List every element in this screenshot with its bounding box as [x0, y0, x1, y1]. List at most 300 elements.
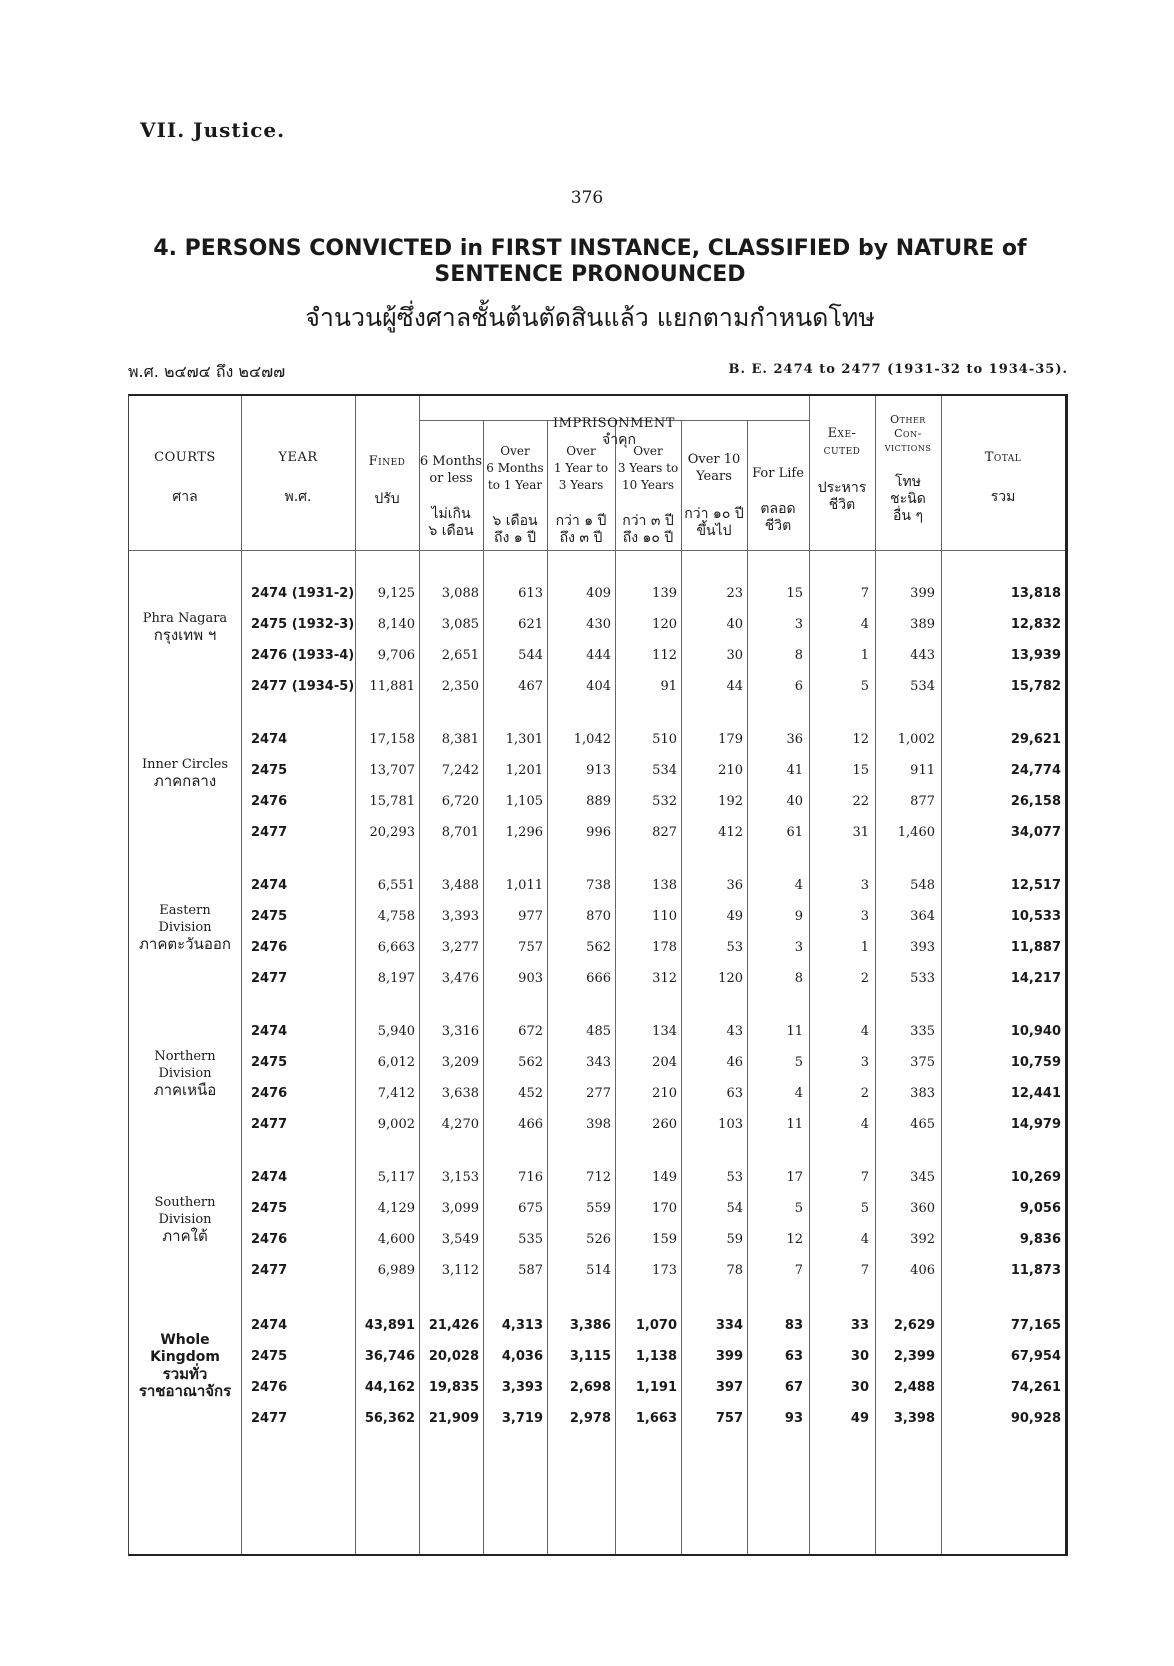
total-cell: 12,832 [1010, 617, 1061, 632]
value-cell: 1,663 [635, 1411, 677, 1426]
value-cell: 46 [726, 1055, 743, 1070]
value-cell: 587 [518, 1263, 543, 1278]
value-cell: 5 [860, 1201, 869, 1216]
header-total: Total รวม [984, 450, 1022, 505]
value-cell: 383 [910, 1086, 935, 1101]
value-cell: 15 [852, 763, 869, 778]
total-cell: 77,165 [1010, 1318, 1061, 1333]
year-cell: 2475 [251, 909, 288, 924]
value-cell: 33 [850, 1318, 869, 1333]
value-cell: 4 [860, 1117, 869, 1132]
value-cell: 4 [860, 1232, 869, 1247]
value-cell: 5 [860, 679, 869, 694]
value-cell: 139 [652, 586, 677, 601]
value-cell: 21,426 [428, 1318, 479, 1333]
value-cell: 91 [660, 679, 677, 694]
header-for-life: For Life ตลอด ชีวิต [752, 466, 804, 534]
total-cell: 74,261 [1010, 1380, 1061, 1395]
value-cell: 2 [860, 1086, 869, 1101]
value-cell: 2,399 [893, 1349, 935, 1364]
total-cell: 9,056 [1019, 1201, 1061, 1216]
value-cell: 827 [652, 825, 677, 840]
value-cell: 343 [586, 1055, 611, 1070]
value-cell: 4,758 [377, 909, 415, 924]
court-name-english: Inner Circles [141, 757, 229, 772]
table-title-thai: จำนวนผู้ซึ่งศาลชั้นต้นตัดสินแล้ว แยกตามกำหนดโทษ [305, 303, 875, 332]
total-cell: 10,533 [1010, 909, 1061, 924]
value-cell: 277 [586, 1086, 611, 1101]
value-cell: 4,600 [377, 1232, 415, 1247]
value-cell: 134 [652, 1024, 677, 1039]
value-cell: 465 [910, 1117, 935, 1132]
value-cell: 6,012 [377, 1055, 415, 1070]
value-cell: 11,881 [369, 679, 415, 694]
total-cell: 67,954 [1010, 1349, 1061, 1364]
value-cell: 1,191 [635, 1380, 677, 1395]
value-cell: 548 [910, 878, 935, 893]
value-cell: 36,746 [364, 1349, 415, 1364]
value-cell: 11 [786, 1117, 803, 1132]
total-cell: 24,774 [1010, 763, 1061, 778]
value-cell: 3,316 [441, 1024, 479, 1039]
year-cell: 2475 [251, 763, 288, 778]
total-cell: 12,517 [1010, 878, 1061, 893]
value-cell: 3,488 [441, 878, 479, 893]
value-cell: 43,891 [364, 1318, 415, 1333]
value-cell: 20,293 [369, 825, 415, 840]
value-cell: 712 [586, 1170, 611, 1185]
value-cell: 3,115 [569, 1349, 611, 1364]
value-cell: 533 [910, 971, 935, 986]
value-cell: 3 [860, 878, 869, 893]
value-cell: 1,002 [897, 732, 935, 747]
year-cell: 2476 [251, 794, 288, 809]
court-label [133, 1332, 237, 1400]
value-cell: 398 [586, 1117, 611, 1132]
value-cell: 11 [786, 1024, 803, 1039]
value-cell: 15 [786, 586, 803, 601]
year-cell: 2477 [251, 971, 288, 986]
value-cell: 78 [726, 1263, 743, 1278]
value-cell: 444 [586, 648, 611, 663]
value-cell: 399 [715, 1349, 743, 1364]
value-cell: 23 [726, 586, 743, 601]
court-name-english: Southern Division [154, 1195, 216, 1227]
value-cell: 903 [518, 971, 543, 986]
value-cell: 19,835 [428, 1380, 479, 1395]
value-cell: 399 [910, 586, 935, 601]
value-cell: 44 [726, 679, 743, 694]
value-cell: 40 [726, 617, 743, 632]
value-cell: 535 [518, 1232, 543, 1247]
value-cell: 392 [910, 1232, 935, 1247]
value-cell: 36 [726, 878, 743, 893]
year-cell: 2475 [251, 1201, 288, 1216]
value-cell: 6,663 [377, 940, 415, 955]
value-cell: 53 [726, 940, 743, 955]
value-cell: 913 [586, 763, 611, 778]
value-cell: 675 [518, 1201, 543, 1216]
value-cell: 5 [794, 1201, 803, 1216]
value-cell: 2,488 [893, 1380, 935, 1395]
value-cell: 5,117 [377, 1170, 415, 1185]
total-cell: 26,158 [1010, 794, 1061, 809]
value-cell: 562 [518, 1055, 543, 1070]
year-cell: 2477 [251, 825, 288, 840]
value-cell: 389 [910, 617, 935, 632]
value-cell: 53 [726, 1170, 743, 1185]
court-name-thai: ภาคใต้ [162, 1227, 208, 1245]
value-cell: 3,153 [441, 1170, 479, 1185]
value-cell: 1,201 [505, 763, 543, 778]
value-cell: 41 [786, 763, 803, 778]
value-cell: 149 [652, 1170, 677, 1185]
value-cell: 178 [652, 940, 677, 955]
value-cell: 4 [794, 1086, 803, 1101]
year-cell: 2476 [251, 940, 288, 955]
year-cell: 2477 [251, 1263, 288, 1278]
total-cell: 11,873 [1010, 1263, 1061, 1278]
value-cell: 4,313 [501, 1318, 543, 1333]
value-cell: 334 [715, 1318, 743, 1333]
value-cell: 8 [794, 648, 803, 663]
value-cell: 6,989 [377, 1263, 415, 1278]
value-cell: 467 [518, 679, 543, 694]
year-cell: 2475 [251, 1349, 288, 1364]
value-cell: 3,085 [441, 617, 479, 632]
value-cell: 120 [718, 971, 743, 986]
value-cell: 8,140 [377, 617, 415, 632]
value-cell: 4,129 [377, 1201, 415, 1216]
court-name-english: Northern Division [154, 1049, 216, 1081]
value-cell: 452 [518, 1086, 543, 1101]
value-cell: 12 [852, 732, 869, 747]
value-cell: 49 [726, 909, 743, 924]
value-cell: 3,549 [441, 1232, 479, 1247]
value-cell: 3,277 [441, 940, 479, 955]
header-1-to-3-years: Over 1 Year to 3 Years กว่า ๑ ปี ถึง ๓ ปี [553, 444, 609, 546]
value-cell: 6 [794, 679, 803, 694]
value-cell: 112 [652, 648, 677, 663]
value-cell: 30 [850, 1380, 869, 1395]
value-cell: 1,070 [635, 1318, 677, 1333]
year-cell: 2474 [251, 1318, 288, 1333]
value-cell: 3,112 [441, 1263, 479, 1278]
value-cell: 9,706 [377, 648, 415, 663]
value-cell: 2,629 [893, 1318, 935, 1333]
header-fined: Fined ปรับ [368, 454, 406, 507]
value-cell: 6,551 [377, 878, 415, 893]
value-cell: 430 [586, 617, 611, 632]
court-name-thai: ภาคเหนือ [153, 1081, 217, 1099]
year-cell: 2474 [251, 732, 288, 747]
value-cell: 4 [860, 617, 869, 632]
value-cell: 7 [794, 1263, 803, 1278]
total-cell: 34,077 [1010, 825, 1061, 840]
value-cell: 204 [652, 1055, 677, 1070]
year-cell: 2475 (1932-3) [251, 617, 355, 632]
total-cell: 10,269 [1010, 1170, 1061, 1185]
value-cell: 17,158 [369, 732, 415, 747]
value-cell: 3 [860, 909, 869, 924]
total-cell: 10,940 [1010, 1024, 1061, 1039]
value-cell: 2,350 [441, 679, 479, 694]
section-heading: VII. Justice. [140, 118, 286, 142]
value-cell: 3,393 [441, 909, 479, 924]
value-cell: 757 [518, 940, 543, 955]
value-cell: 364 [910, 909, 935, 924]
total-cell: 14,217 [1010, 971, 1061, 986]
value-cell: 22 [852, 794, 869, 809]
value-cell: 93 [784, 1411, 803, 1426]
value-cell: 3,393 [501, 1380, 543, 1395]
value-cell: 3,088 [441, 586, 479, 601]
value-cell: 7,412 [377, 1086, 415, 1101]
value-cell: 110 [652, 909, 677, 924]
value-cell: 738 [586, 878, 611, 893]
year-cell: 2474 [251, 1024, 288, 1039]
value-cell: 61 [786, 825, 803, 840]
value-cell: 514 [586, 1263, 611, 1278]
year-cell: 2477 [251, 1411, 288, 1426]
value-cell: 3,398 [893, 1411, 935, 1426]
value-cell: 7 [860, 1170, 869, 1185]
value-cell: 30 [850, 1349, 869, 1364]
value-cell: 393 [910, 940, 935, 955]
value-cell: 120 [652, 617, 677, 632]
value-cell: 716 [518, 1170, 543, 1185]
value-cell: 6,720 [441, 794, 479, 809]
value-cell: 621 [518, 617, 543, 632]
value-cell: 5 [794, 1055, 803, 1070]
court-name-thai: ภาคกลาง [153, 772, 217, 790]
value-cell: 3,719 [501, 1411, 543, 1426]
court-name-english: Eastern Division [158, 903, 212, 935]
value-cell: 532 [652, 794, 677, 809]
value-cell: 877 [910, 794, 935, 809]
value-cell: 406 [910, 1263, 935, 1278]
value-cell: 1,301 [505, 732, 543, 747]
value-cell: 179 [718, 732, 743, 747]
header-over-10-years: Over 10 Years กว่า ๑๐ ปี ขึ้นไป [684, 452, 744, 539]
value-cell: 360 [910, 1201, 935, 1216]
value-cell: 170 [652, 1201, 677, 1216]
year-cell: 2476 [251, 1086, 288, 1101]
value-cell: 5,940 [377, 1024, 415, 1039]
value-cell: 9 [794, 909, 803, 924]
total-cell: 13,818 [1010, 586, 1061, 601]
value-cell: 4,270 [441, 1117, 479, 1132]
value-cell: 54 [726, 1201, 743, 1216]
value-cell: 8,197 [377, 971, 415, 986]
value-cell: 613 [518, 586, 543, 601]
value-cell: 20,028 [428, 1349, 479, 1364]
value-cell: 8,381 [441, 732, 479, 747]
value-cell: 36 [786, 732, 803, 747]
value-cell: 1,105 [505, 794, 543, 809]
value-cell: 335 [910, 1024, 935, 1039]
value-cell: 2,978 [569, 1411, 611, 1426]
value-cell: 4 [860, 1024, 869, 1039]
value-cell: 103 [718, 1117, 743, 1132]
value-cell: 397 [715, 1380, 743, 1395]
court-label [133, 1048, 237, 1099]
value-cell: 1,460 [897, 825, 935, 840]
value-cell: 7 [860, 1263, 869, 1278]
value-cell: 40 [786, 794, 803, 809]
value-cell: 9,002 [377, 1117, 415, 1132]
year-range-english: B. E. 2474 to 2477 (1931-32 to 1934-35). [728, 362, 1068, 377]
total-cell: 14,979 [1010, 1117, 1061, 1132]
header-other-convictions: Other Con- victions โทษ ชะนิด อื่น ๆ [884, 413, 932, 524]
value-cell: 3,209 [441, 1055, 479, 1070]
total-cell: 9,836 [1019, 1232, 1061, 1247]
value-cell: 15,781 [369, 794, 415, 809]
value-cell: 534 [652, 763, 677, 778]
value-cell: 544 [518, 648, 543, 663]
value-cell: 526 [586, 1232, 611, 1247]
value-cell: 404 [586, 679, 611, 694]
value-cell: 7,242 [441, 763, 479, 778]
court-label [133, 1194, 237, 1245]
value-cell: 485 [586, 1024, 611, 1039]
value-cell: 59 [726, 1232, 743, 1247]
value-cell: 63 [784, 1349, 803, 1364]
value-cell: 2 [860, 971, 869, 986]
total-cell: 90,928 [1010, 1411, 1061, 1426]
value-cell: 510 [652, 732, 677, 747]
total-cell: 11,887 [1010, 940, 1061, 955]
total-cell: 12,441 [1010, 1086, 1061, 1101]
court-name-english: Phra Nagara [142, 611, 228, 626]
value-cell: 44,162 [364, 1380, 415, 1395]
total-cell: 15,782 [1010, 679, 1061, 694]
value-cell: 672 [518, 1024, 543, 1039]
header-6-months-or-less: 6 Months or less ไม่เกิน ๖ เดือน [419, 454, 483, 539]
value-cell: 870 [586, 909, 611, 924]
value-cell: 83 [784, 1318, 803, 1333]
header-executed: Exe- cuted ประหาร ชีวิต [817, 426, 867, 513]
value-cell: 412 [718, 825, 743, 840]
value-cell: 911 [910, 763, 935, 778]
value-cell: 4 [794, 878, 803, 893]
value-cell: 2,651 [441, 648, 479, 663]
value-cell: 409 [586, 586, 611, 601]
page-number: 376 [570, 188, 604, 208]
value-cell: 13,707 [369, 763, 415, 778]
court-label [133, 756, 237, 790]
value-cell: 210 [718, 763, 743, 778]
year-cell: 2475 [251, 1055, 288, 1070]
value-cell: 889 [586, 794, 611, 809]
statistics-table [128, 394, 1068, 1556]
year-cell: 2476 [251, 1232, 288, 1247]
year-range-thai: พ.ศ. ๒๔๗๔ ถึง ๒๔๗๗ [128, 362, 286, 381]
value-cell: 173 [652, 1263, 677, 1278]
year-cell: 2474 [251, 878, 288, 893]
value-cell: 562 [586, 940, 611, 955]
value-cell: 2,698 [569, 1380, 611, 1395]
value-cell: 17 [786, 1170, 803, 1185]
header-6-months-to-1-year: Over 6 Months to 1 Year ๖ เดือน ถึง ๑ ปี [486, 444, 544, 546]
value-cell: 1 [860, 940, 869, 955]
court-name-thai: ภาคตะวันออก [139, 935, 231, 953]
court-label [133, 902, 237, 953]
value-cell: 466 [518, 1117, 543, 1132]
value-cell: 996 [586, 825, 611, 840]
value-cell: 3,638 [441, 1086, 479, 1101]
value-cell: 1,296 [505, 825, 543, 840]
value-cell: 3,386 [569, 1318, 611, 1333]
value-cell: 192 [718, 794, 743, 809]
value-cell: 49 [850, 1411, 869, 1426]
header-courts: COURTS ศาล [154, 450, 216, 505]
total-cell: 13,939 [1010, 648, 1061, 663]
value-cell: 345 [910, 1170, 935, 1185]
year-cell: 2476 (1933-4) [251, 648, 355, 663]
value-cell: 67 [784, 1380, 803, 1395]
total-cell: 29,621 [1010, 732, 1061, 747]
value-cell: 138 [652, 878, 677, 893]
court-name-thai: กรุงเทพ ฯ [153, 626, 217, 644]
value-cell: 312 [652, 971, 677, 986]
value-cell: 4,036 [501, 1349, 543, 1364]
value-cell: 1 [860, 648, 869, 663]
value-cell: 210 [652, 1086, 677, 1101]
year-cell: 2477 (1934-5) [251, 679, 355, 694]
value-cell: 3 [794, 940, 803, 955]
value-cell: 31 [852, 825, 869, 840]
value-cell: 443 [910, 648, 935, 663]
value-cell: 3,476 [441, 971, 479, 986]
value-cell: 757 [715, 1411, 743, 1426]
value-cell: 1,011 [505, 878, 543, 893]
value-cell: 534 [910, 679, 935, 694]
year-cell: 2477 [251, 1117, 288, 1132]
value-cell: 159 [652, 1232, 677, 1247]
value-cell: 8 [794, 971, 803, 986]
value-cell: 56,362 [364, 1411, 415, 1426]
value-cell: 12 [786, 1232, 803, 1247]
value-cell: 260 [652, 1117, 677, 1132]
court-name-thai: รวมทั่ว ราชอาณาจักร [138, 1365, 232, 1400]
header-imprisonment: IMPRISONMENT จำคุก [553, 416, 675, 448]
year-cell: 2474 [251, 1170, 288, 1185]
header-year: YEAR พ.ศ. [278, 450, 318, 505]
value-cell: 3 [860, 1055, 869, 1070]
value-cell: 559 [586, 1201, 611, 1216]
value-cell: 7 [860, 586, 869, 601]
value-cell: 8,701 [441, 825, 479, 840]
court-name-english: Whole Kingdom [150, 1332, 220, 1365]
year-cell: 2474 (1931-2) [251, 586, 355, 601]
value-cell: 1,042 [573, 732, 611, 747]
value-cell: 977 [518, 909, 543, 924]
total-cell: 10,759 [1010, 1055, 1061, 1070]
value-cell: 375 [910, 1055, 935, 1070]
value-cell: 63 [726, 1086, 743, 1101]
value-cell: 43 [726, 1024, 743, 1039]
table-title-english: 4. PERSONS CONVICTED in FIRST INSTANCE, CLASSIFIED by NATURE of SENTENCE PRONOUNCED [153, 236, 1027, 287]
value-cell: 3 [794, 617, 803, 632]
court-label [133, 610, 237, 644]
value-cell: 666 [586, 971, 611, 986]
value-cell: 21,909 [428, 1411, 479, 1426]
value-cell: 30 [726, 648, 743, 663]
value-cell: 3,099 [441, 1201, 479, 1216]
header-3-to-10-years: Over 3 Years to 10 Years กว่า ๓ ปี ถึง ๑๐ ปี [617, 444, 679, 546]
year-cell: 2476 [251, 1380, 288, 1395]
